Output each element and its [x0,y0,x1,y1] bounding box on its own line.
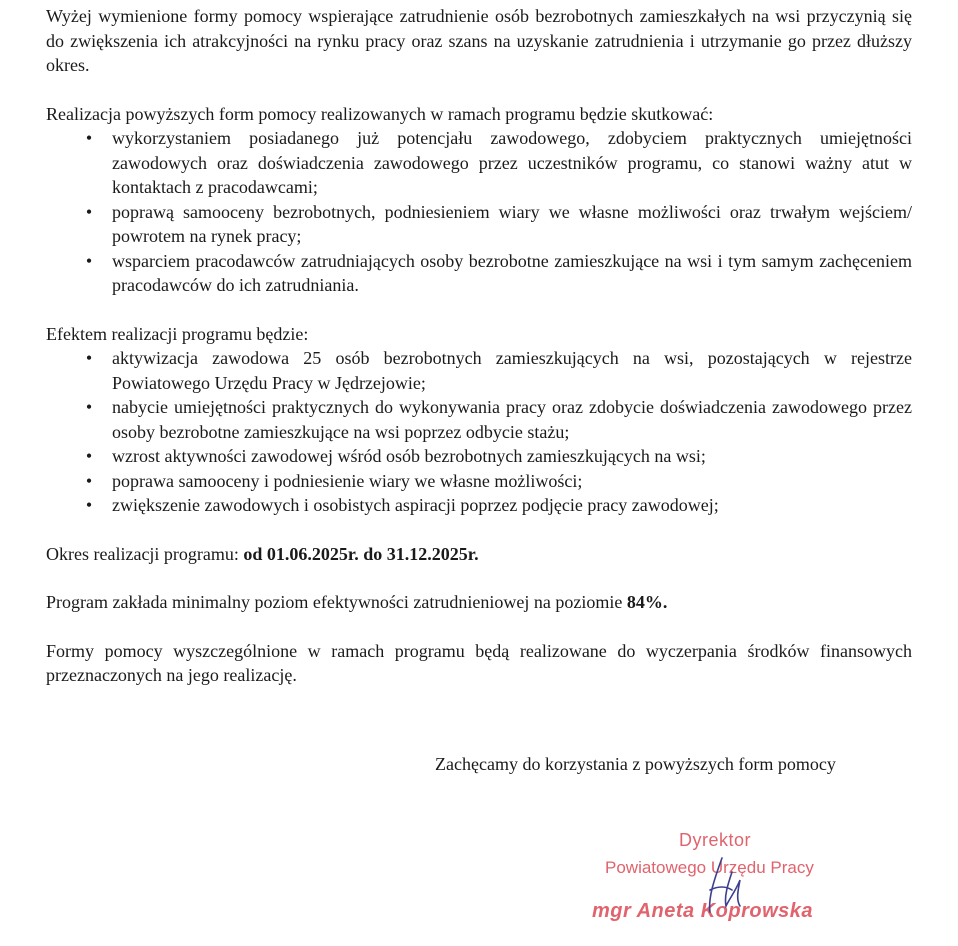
period-value: od 01.06.2025r. do 31.12.2025r. [243,543,479,564]
efficiency-label: Program zakłada minimalny poziom efektywności zatrudnieniowej na poziomie [46,592,627,612]
period-label: Okres realizacji programu: [46,543,244,564]
realization-lead: Realizacja powyższych form pomocy realizowanych w ramach programu będzie skutkować: [46,103,714,124]
list-item-text: wzrost aktywności zawodowej wśród osób bezrobotnych zamieszkujących na wsi; [112,446,706,466]
list-item [46,444,912,469]
list-item [46,469,912,494]
stamp-office: Powiatowego Urzędu Pracy [605,858,814,877]
bullet-icon: • [85,201,93,222]
list-item [46,200,912,249]
bullet-icon: • [85,348,93,368]
list-item-text: aktywizacja zawodowa 25 osób bezrobotnych zamieszkujących na wsi, pozostających w rejestrze Powiatowego Urzędu Pracy w Jędrzejowie; [112,348,912,393]
list-item-text: poprawą samooceny bezrobotnych, podniesieniem wiary we własne możliwości oraz trwałym wejściem/ powrotem na rynek pracy; [112,201,912,246]
effects-section [46,322,912,518]
list-item [46,395,912,444]
list-item-text: zwiększenie zawodowych i osobistych aspiracji poprzez podjęcie pracy zawodowej; [112,495,719,515]
list-item-text: poprawa samooceny i podniesienie wiary we własne możliwości; [112,470,583,491]
list-item [46,346,912,395]
effects-lead: Efektem realizacji programu będzie: [46,323,309,344]
list-item [46,493,912,518]
bullet-icon: • [85,495,93,515]
intro-paragraph: Wyżej wymienione formy pomocy wspierające zatrudnienie osób bezrobotnych zamieszkałych na wsi przyczynią się do zwiększenia ich atrakcyjności na rynku pracy oraz szans na uzyskanie zatrudnienia i utrzymanie go przez dłuższy okres. [46,6,912,75]
list-item [46,126,912,200]
effects-list [46,346,912,518]
efficiency-paragraph [46,590,912,615]
signature-icon [692,850,762,920]
bullet-icon: • [85,446,93,466]
stamp-title: Dyrektor [679,830,752,850]
realization-list [46,126,912,298]
bullet-icon: • [85,128,93,148]
list-item [46,249,912,298]
list-item-text: wsparciem pracodawców zatrudniających osoby bezrobotne zamieszkujące na wsi i tym samym zachęceniem pracodawców do ich zatrudniania. [112,250,912,295]
realization-section [46,102,912,298]
efficiency-value: 84%. [626,592,668,612]
funding-paragraph: Formy pomocy wyszczególnione w ramach programu będą realizowane do wyczerpania środków finansowych przeznaczonych na jego realizację. [46,640,912,685]
period-paragraph [46,542,912,567]
list-item-text: wykorzystaniem posiadanego już potencjału zawodowego, zdobyciem praktycznych umiejętności zawodowych oraz doświadczenia zawodowego przez uczestników programu, co stanowi ważny atut w kontaktach z pracodawcami; [112,128,912,197]
bullet-icon: • [85,397,93,417]
list-item-text: nabycie umiejętności praktycznych do wykonywania pracy oraz zdobycie doświadczenia zawodowego przez osoby bezrobotne zamieszkujące na wsi poprzez odbycie stażu; [112,397,912,442]
stamp-name: mgr Aneta Koprowska [592,900,814,922]
closing-line: Zachęcamy do korzystania z powyższych form pomocy [435,754,836,774]
director-stamp [592,828,862,938]
document-page [46,4,912,712]
bullet-icon: • [85,250,93,271]
bullet-icon: • [85,470,93,491]
